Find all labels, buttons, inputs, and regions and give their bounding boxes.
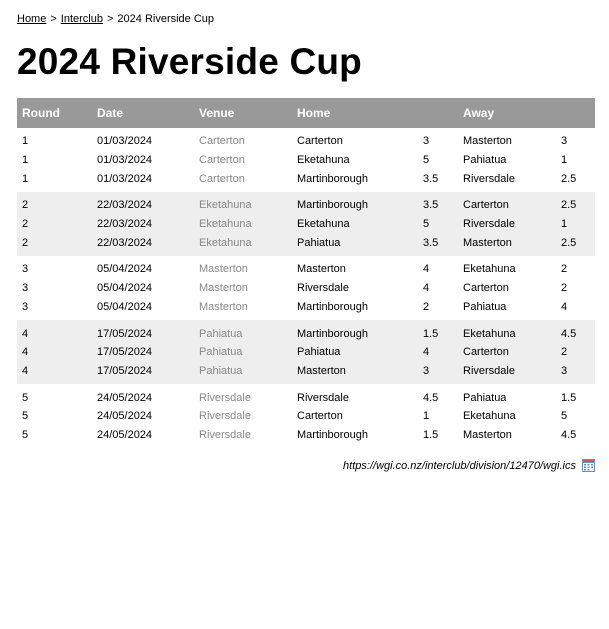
cell-venue: Masterton bbox=[199, 263, 248, 276]
table-row bbox=[17, 362, 595, 385]
breadcrumb-separator: > bbox=[106, 13, 114, 25]
cell-away-score: 5 bbox=[561, 410, 568, 423]
cell-away-team: Carterton bbox=[463, 282, 509, 295]
cell-away-team: Eketahuna bbox=[458, 320, 556, 343]
breadcrumb-current: 2024 Riverside Cup bbox=[117, 13, 215, 25]
cell-away-score: 2 bbox=[561, 282, 568, 295]
cell-home-score: 4 bbox=[423, 282, 430, 295]
cell-date: 22/03/2024 bbox=[92, 215, 194, 234]
cell-round: 2 bbox=[17, 192, 92, 215]
cell-round: 3 bbox=[22, 282, 29, 295]
cell-home-team: Martinborough bbox=[292, 192, 418, 215]
breadcrumb bbox=[17, 12, 595, 26]
table-row bbox=[17, 343, 595, 362]
cell-round: 4 bbox=[17, 362, 92, 385]
cell-home-team: Riversdale bbox=[297, 391, 349, 404]
cell-date: 01/03/2024 bbox=[97, 154, 153, 167]
table-row bbox=[17, 256, 595, 279]
cell-away-team: Masterton bbox=[463, 428, 512, 441]
header-away-score bbox=[556, 98, 595, 128]
cell-venue: Masterton bbox=[199, 282, 248, 295]
header-venue: Venue bbox=[194, 98, 292, 128]
cell-away-score: 3 bbox=[561, 135, 568, 148]
cell-venue: Carterton bbox=[199, 172, 245, 185]
table-row bbox=[17, 151, 595, 170]
fixtures-body bbox=[17, 128, 595, 448]
cell-away-score: 1.5 bbox=[561, 391, 577, 404]
cell-home-team: Martinborough bbox=[297, 428, 368, 441]
cell-away-score: 2.5 bbox=[556, 233, 595, 256]
cell-away-team: Riversdale bbox=[458, 362, 556, 385]
cell-round: 1 bbox=[22, 135, 29, 148]
cell-home-score: 5 bbox=[423, 154, 430, 167]
cell-venue: Eketahuna bbox=[194, 215, 292, 234]
cell-away-score: 1 bbox=[556, 215, 595, 234]
cell-home-team: Masterton bbox=[292, 362, 418, 385]
cell-away-score: 4.5 bbox=[561, 428, 577, 441]
cell-away-team: Pahiatua bbox=[463, 300, 507, 313]
cell-home-team: Martinborough bbox=[292, 320, 418, 343]
breadcrumb-interclub-link[interactable]: Interclub bbox=[60, 13, 103, 25]
cell-date: 24/05/2024 bbox=[97, 391, 153, 404]
cell-date: 05/04/2024 bbox=[97, 282, 153, 295]
cell-round: 5 bbox=[22, 428, 29, 441]
table-row bbox=[17, 215, 595, 234]
fixtures-table bbox=[17, 98, 595, 448]
table-row bbox=[17, 298, 595, 321]
cell-away-score: 2.5 bbox=[556, 192, 595, 215]
cell-away-score: 2.5 bbox=[561, 172, 577, 185]
cell-venue: Eketahuna bbox=[194, 192, 292, 215]
cell-date: 17/05/2024 bbox=[92, 343, 194, 362]
table-row bbox=[17, 320, 595, 343]
cell-venue: Masterton bbox=[199, 300, 248, 313]
cell-home-score: 3 bbox=[418, 362, 458, 385]
cell-round: 5 bbox=[22, 391, 29, 404]
cell-date: 05/04/2024 bbox=[97, 263, 153, 276]
header-home-score bbox=[418, 98, 458, 128]
cell-venue: Eketahuna bbox=[194, 233, 292, 256]
cell-away-score: 1 bbox=[561, 154, 568, 167]
cell-home-score: 4.5 bbox=[423, 391, 439, 404]
cell-round: 4 bbox=[17, 320, 92, 343]
cell-away-team: Riversdale bbox=[463, 172, 515, 185]
cell-date: 05/04/2024 bbox=[97, 300, 153, 313]
cell-date: 24/05/2024 bbox=[97, 428, 153, 441]
ics-link[interactable]: https://wgi.co.nz/interclub/division/12470/wgi.ics bbox=[343, 459, 576, 472]
cell-home-score: 3.5 bbox=[418, 233, 458, 256]
cell-home-team: Masterton bbox=[297, 263, 346, 276]
cell-home-team: Riversdale bbox=[297, 282, 349, 295]
cell-away-score: 2 bbox=[561, 263, 568, 276]
cell-home-score: 4 bbox=[423, 263, 430, 276]
cell-home-score: 1 bbox=[423, 410, 430, 423]
table-header-row bbox=[17, 98, 595, 128]
cell-away-team: Riversdale bbox=[458, 215, 556, 234]
cell-date: 01/03/2024 bbox=[97, 172, 153, 185]
table-row bbox=[17, 384, 595, 407]
cell-round: 1 bbox=[22, 154, 29, 167]
cell-round: 2 bbox=[17, 215, 92, 234]
cell-away-team: Masterton bbox=[463, 135, 512, 148]
table-row bbox=[17, 128, 595, 151]
table-row bbox=[17, 407, 595, 426]
cell-round: 3 bbox=[22, 263, 29, 276]
page bbox=[17, 0, 595, 472]
table-row bbox=[17, 233, 595, 256]
cell-round: 5 bbox=[22, 410, 29, 423]
cell-date: 22/03/2024 bbox=[92, 233, 194, 256]
cell-away-score: 4 bbox=[561, 300, 568, 313]
cell-date: 24/05/2024 bbox=[97, 410, 153, 423]
cell-home-team: Carterton bbox=[297, 135, 343, 148]
cell-venue: Pahiatua bbox=[194, 343, 292, 362]
header-round: Round bbox=[17, 98, 92, 128]
cell-round: 1 bbox=[22, 172, 29, 185]
table-row bbox=[17, 426, 595, 449]
breadcrumb-separator: > bbox=[50, 13, 57, 25]
cell-home-score: 3.5 bbox=[418, 192, 458, 215]
cell-home-score: 1.5 bbox=[423, 428, 439, 441]
calendar-icon[interactable] bbox=[582, 459, 595, 472]
cell-round: 2 bbox=[17, 233, 92, 256]
cell-venue: Pahiatua bbox=[194, 320, 292, 343]
cell-home-team: Martinborough bbox=[297, 300, 368, 313]
cell-round: 3 bbox=[22, 300, 29, 313]
cell-home-score: 3 bbox=[423, 135, 430, 148]
cell-away-score: 4.5 bbox=[556, 320, 595, 343]
header-home: Home bbox=[292, 98, 418, 128]
cell-date: 01/03/2024 bbox=[97, 135, 153, 148]
cell-venue: Riversdale bbox=[199, 410, 251, 423]
page-title: 2024 Riverside Cup bbox=[17, 41, 362, 82]
cell-home-score: 3.5 bbox=[423, 172, 439, 185]
cell-home-team: Eketahuna bbox=[297, 154, 350, 167]
ics-footer bbox=[17, 459, 595, 472]
cell-home-score: 2 bbox=[423, 300, 430, 313]
cell-away-score: 3 bbox=[556, 362, 595, 385]
cell-away-team: Masterton bbox=[458, 233, 556, 256]
cell-home-score: 4 bbox=[418, 343, 458, 362]
cell-away-team: Pahiatua bbox=[463, 154, 507, 167]
table-row bbox=[17, 279, 595, 298]
cell-home-score: 1.5 bbox=[418, 320, 458, 343]
header-away: Away bbox=[458, 98, 556, 128]
cell-home-team: Pahiatua bbox=[292, 233, 418, 256]
cell-date: 17/05/2024 bbox=[92, 362, 194, 385]
cell-venue: Riversdale bbox=[199, 428, 251, 441]
table-row bbox=[17, 169, 595, 192]
cell-away-score: 2 bbox=[556, 343, 595, 362]
cell-venue: Carterton bbox=[199, 154, 245, 167]
cell-home-team: Eketahuna bbox=[292, 215, 418, 234]
cell-venue: Pahiatua bbox=[194, 362, 292, 385]
cell-home-team: Pahiatua bbox=[292, 343, 418, 362]
cell-away-team: Eketahuna bbox=[463, 410, 516, 423]
cell-home-score: 5 bbox=[418, 215, 458, 234]
header-date: Date bbox=[92, 98, 194, 128]
breadcrumb-home-link[interactable]: Home bbox=[17, 13, 47, 25]
cell-home-team: Carterton bbox=[297, 410, 343, 423]
cell-venue: Riversdale bbox=[199, 391, 251, 404]
cell-home-team: Martinborough bbox=[297, 172, 368, 185]
cell-date: 17/05/2024 bbox=[92, 320, 194, 343]
cell-round: 4 bbox=[17, 343, 92, 362]
cell-away-team: Pahiatua bbox=[463, 391, 507, 404]
cell-away-team: Carterton bbox=[458, 192, 556, 215]
cell-away-team: Eketahuna bbox=[463, 263, 516, 276]
table-row bbox=[17, 192, 595, 215]
cell-date: 22/03/2024 bbox=[92, 192, 194, 215]
cell-venue: Carterton bbox=[199, 135, 245, 148]
cell-away-team: Carterton bbox=[458, 343, 556, 362]
